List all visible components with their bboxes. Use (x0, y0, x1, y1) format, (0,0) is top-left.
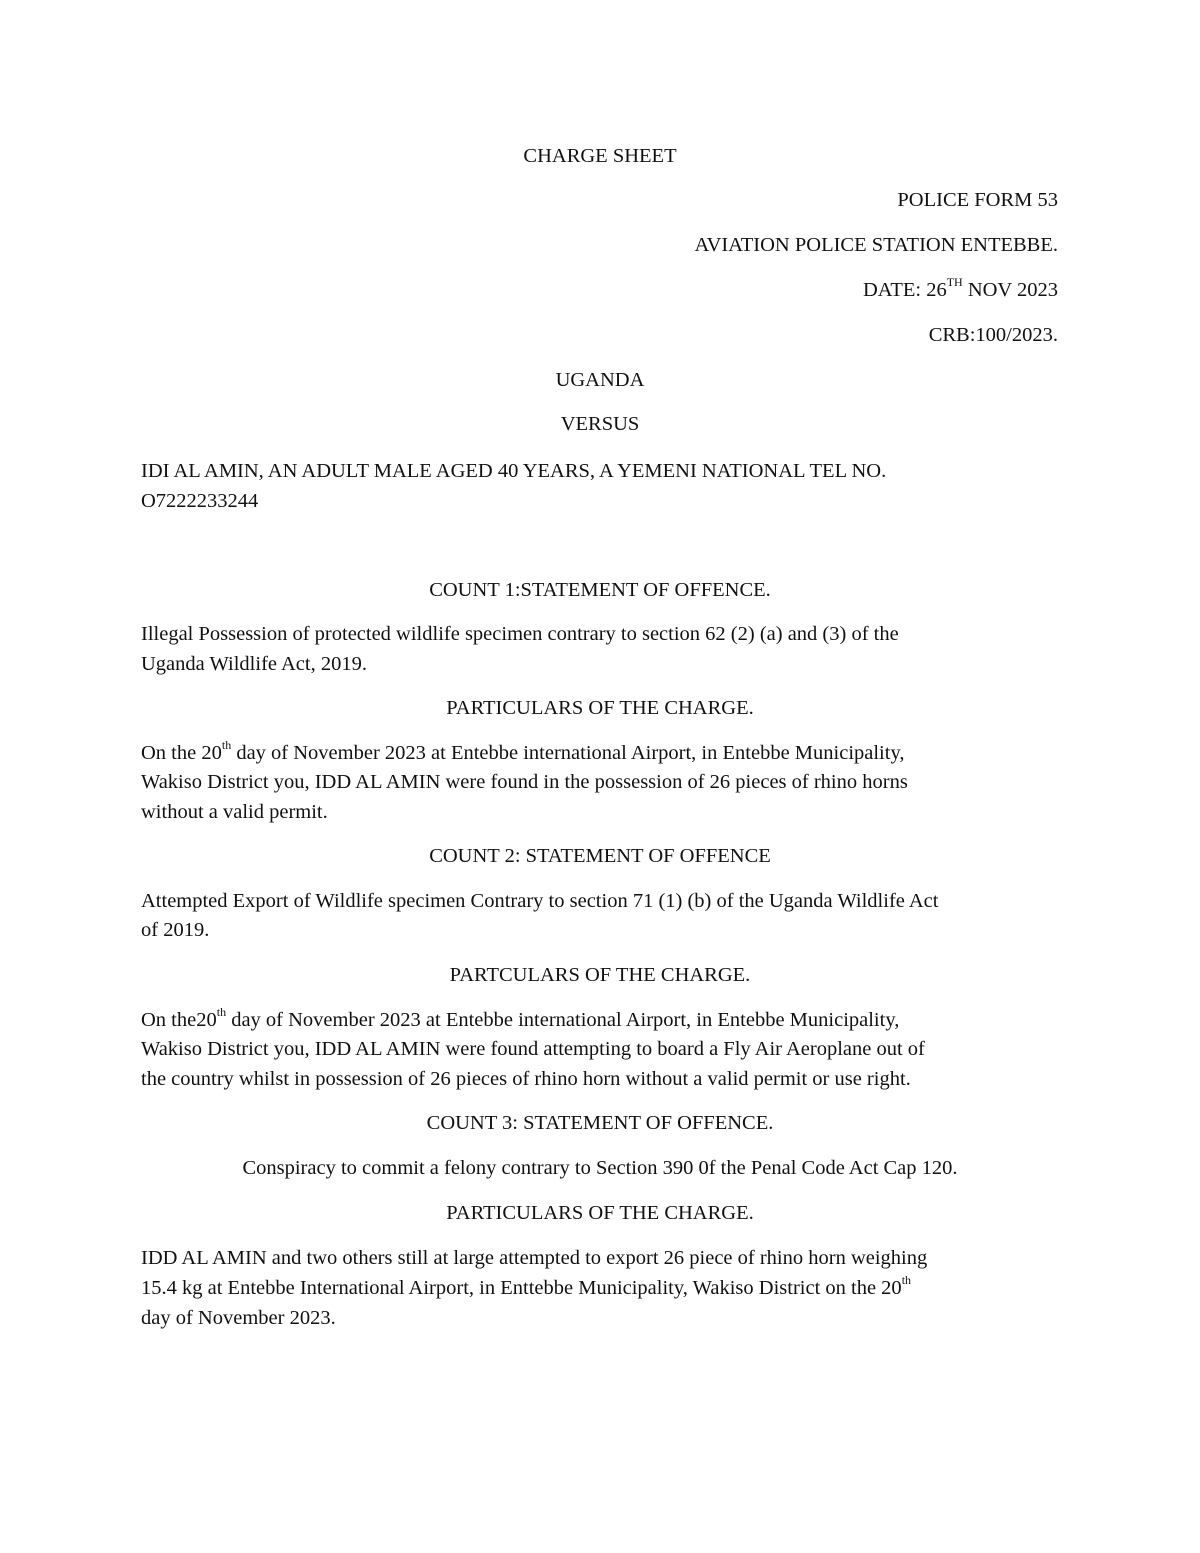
accused-description: IDI AL AMIN, AN ADULT MALE AGED 40 YEARS, A YEMENI NATIONAL TEL NO. (141, 460, 887, 482)
accused-phone: O7222233244 (141, 490, 259, 512)
count-1-particulars-line: without a valid permit. (141, 801, 328, 823)
text-segment: day of November 2023 at Entebbe international Airport, in Entebbe Municipality, (226, 1009, 900, 1031)
count-3-particulars-line: IDD AL AMIN and two others still at large attempted to export 26 piece of rhino horn weighing (141, 1247, 928, 1269)
text-segment: day of November 2023 at Entebbe international Airport, in Entebbe Municipality, (231, 742, 905, 764)
count-1-offence-line: Illegal Possession of protected wildlife specimen contrary to section 62 (2) (a) and (3) of the (141, 623, 899, 645)
document-title: CHARGE SHEET (523, 145, 677, 167)
text-segment: On the 20 (141, 742, 222, 764)
ordinal-superscript: th (216, 1005, 227, 1020)
count-2-particulars-line (141, 1005, 899, 1035)
crb-number: CRB:100/2023. (928, 324, 1058, 346)
versus-label: VERSUS (560, 413, 640, 435)
date-suffix: NOV 2023 (962, 279, 1058, 301)
text-segment: On the20 (141, 1009, 217, 1031)
count-2-particulars-heading: PARTCULARS OF THE CHARGE. (449, 964, 751, 986)
count-2-particulars-line: the country whilst in possession of 26 pieces of rhino horn without a valid permit or use right. (141, 1068, 911, 1090)
count-1-offence-line: Uganda Wildlife Act, 2019. (141, 653, 367, 675)
ordinal-superscript: th (901, 1273, 912, 1288)
count-3-particulars-line: day of November 2023. (141, 1307, 336, 1329)
count-3-particulars-line (141, 1273, 911, 1303)
ordinal-superscript: th (221, 738, 232, 753)
count-1-particulars-heading: PARTICULARS OF THE CHARGE. (446, 697, 754, 719)
count-3-heading: COUNT 3: STATEMENT OF OFFENCE. (426, 1112, 774, 1134)
count-2-offence-line: of 2019. (141, 919, 210, 941)
count-2-heading: COUNT 2: STATEMENT OF OFFENCE (429, 845, 771, 867)
count-3-particulars-heading: PARTICULARS OF THE CHARGE. (446, 1202, 754, 1224)
police-station: AVIATION POLICE STATION ENTEBBE. (694, 234, 1058, 256)
count-1-particulars-line: Wakiso District you, IDD AL AMIN were found in the possession of 26 pieces of rhino horns (141, 771, 908, 793)
count-1-particulars-line (141, 738, 905, 768)
count-2-particulars-line: Wakiso District you, IDD AL AMIN were found attempting to board a Fly Air Aeroplane out of (141, 1038, 925, 1060)
date-superscript: TH (946, 275, 963, 290)
count-1-heading: COUNT 1:STATEMENT OF OFFENCE. (429, 579, 771, 601)
count-3-offence-line: Conspiracy to commit a felony contrary to Section 390 0f the Penal Code Act Cap 120. (242, 1157, 958, 1179)
plaintiff-name: UGANDA (555, 369, 645, 391)
text-segment: 15.4 kg at Entebbe International Airport, in Enttebbe Municipality, Wakiso District on the 20 (141, 1277, 902, 1299)
count-2-offence-line: Attempted Export of Wildlife specimen Contrary to section 71 (1) (b) of the Uganda Wildlife Act (141, 890, 939, 912)
police-form-number: POLICE FORM 53 (897, 189, 1058, 211)
charge-date (863, 275, 1058, 305)
date-prefix: DATE: 26 (863, 279, 947, 301)
